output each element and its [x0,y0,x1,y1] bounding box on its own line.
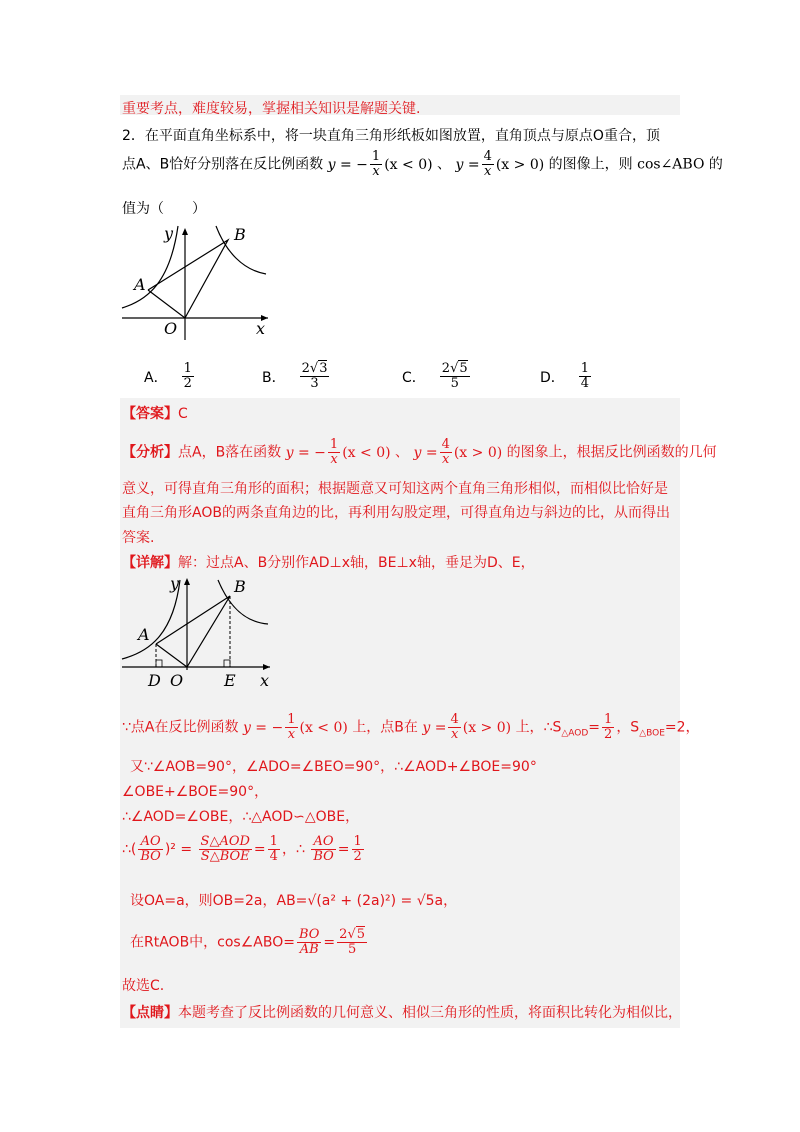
func2: y = $\frac{4}{x}$ (x > 0) [455,149,545,179]
figure-2 [118,574,278,689]
analysis-line-3: 直角三角形AOB的两条直角边的比，再利用勾股定理，可得直角边与斜边的比，从而得出 [122,505,670,521]
top-note: 重要考点，难度较易，掌握相关知识是解题关键. [122,101,421,117]
label-E: E [224,671,236,689]
step-6: 设OA=a，则OB=2a，AB=√(a² + (2a)²) = √5a， [130,893,458,909]
comment: 【点睛】本题考查了反比例函数的几何意义、相似三角形的性质，将面积比转化为相似比， [122,1005,682,1021]
step-4: ∴∠AOD=∠OBE，∴△AOD∽△OBE， [122,809,360,825]
question-text-2a: 点A、B恰好分别落在反比例函数 [122,156,324,173]
answer: 【答案】C [122,406,188,422]
right-angle-d [156,660,162,667]
question-number: 2． [122,128,145,144]
question-line-2 [122,150,723,179]
cos-expr: cos∠ABO [637,156,705,173]
detail-line-1: 【详解】解：过点A、B分别作AD⊥x轴，BE⊥x轴，垂足为D、E， [122,555,535,571]
label-B: B [234,225,246,244]
step-7: 在RtAOB中，cos∠ABO= $\frac{BO}{AB}$ = $\frac{2√5}{5}$ [130,927,366,957]
step-3: ∠OBE+∠BOE=90°， [122,784,269,800]
label-O: O [170,671,184,689]
y-arrow [182,228,188,235]
sep: 、 [437,156,452,173]
label-y: y [164,224,174,243]
label-D: D [148,671,161,689]
triangle-aob [148,240,228,318]
step-5: ∴( $\frac{AO}{BO}$ )² = $\frac{\text{S△AOD}}{\text{S△BOE}}$ = $\frac{1}{4}$ ，∴ $\frac{AO}{BO}$ = $\frac{1}{2}$ [122,834,362,864]
label-x: x [260,671,270,689]
y-arrow [184,578,190,585]
triangle-aob [156,596,230,667]
question-line-1 [122,125,660,145]
step-8: 故选C. [122,978,165,994]
question-text-1: 在平面直角坐标系中，将一块直角三角形纸板如图放置，直角顶点与原点O重合，顶 [144,128,660,144]
step-1: ∵点A在反比例函数 y = − $\frac{1}{x}$ (x < 0) 上，点B在 y = $\frac{4}{x}$ (x > 0) 上，$\therefore S_{\triangle AOD}=$ $\frac{1}{2}$ ，$S_{\triangle BOE}=2$， [122,712,700,742]
option-d[interactable]: D． $\frac{1}{4}$ [540,361,590,391]
x-arrow [263,664,270,670]
right-angle-e [224,660,230,667]
analysis-line-2: 意义，可得直角三角形的面积；根据题意又可知这两个直角三角形相似，而相似比恰好是 [122,481,668,497]
option-a[interactable]: A． $\frac{1}{2}$ [144,361,192,391]
label-A: A [138,625,150,644]
option-b[interactable]: B． $\frac{2√3}{3}$ [262,361,328,391]
label-A: A [134,275,146,294]
label-y: y [170,574,180,593]
analysis-line-4: 答案. [122,530,155,546]
figure-1 [118,222,278,347]
analysis-line-1: 【分析】点A，B落在函数 y = − $\frac{1}{x}$ (x < 0) 、 y = $\frac{4}{x}$ (x > 0) 的图象上，根据反比例函数的几何 [122,437,717,467]
question-text-2c: 的 [708,156,723,173]
label-B: B [234,577,246,596]
func1: y = − $\frac{1}{x}$ (x < 0) [327,149,433,179]
question-text-2b: 的图像上，则 [548,156,633,173]
step-2: 又∵∠AOB=90°，∠ADO=∠BEO=90°，∴∠AOD+∠BOE=90° [130,759,537,775]
question-line-3: 值为（ ） [122,201,206,217]
label-O: O [164,319,178,338]
label-x: x [256,319,266,338]
option-c[interactable]: C． $\frac{2√5}{5}$ [402,361,468,391]
